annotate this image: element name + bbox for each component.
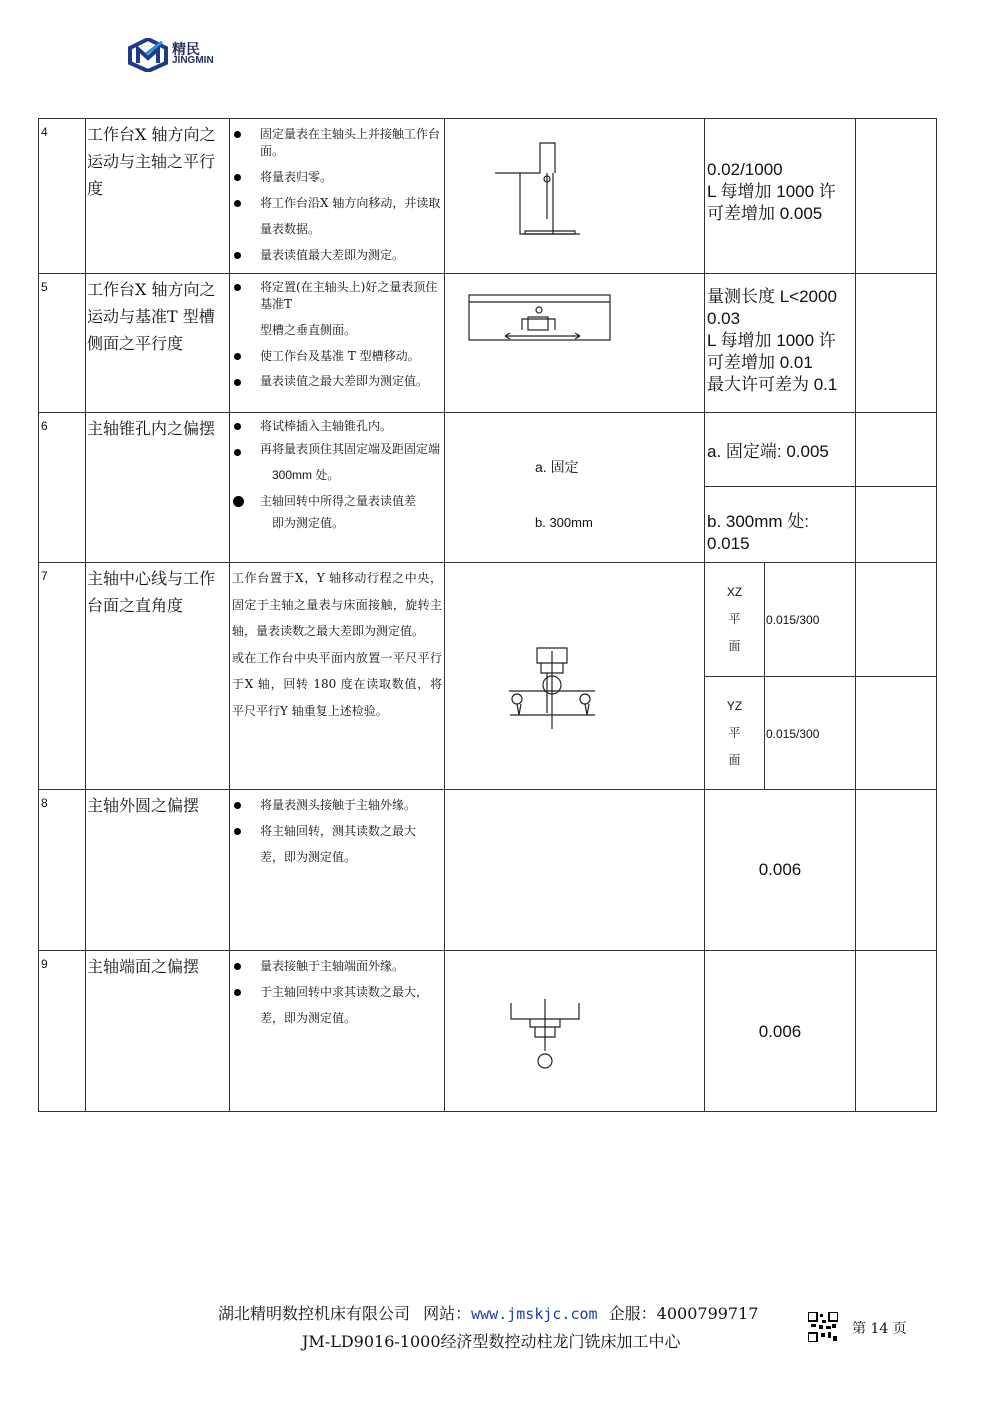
row-number: 7: [38, 562, 85, 789]
result-cell[interactable]: [855, 789, 937, 950]
footer-model: JM-LD9016-1000经济型数控动柱龙门铣床加工中心: [302, 1332, 681, 1351]
step: 量表读值之最大差即为测定值。: [230, 369, 444, 394]
footer-line-1: [218, 1301, 758, 1324]
steps-cell: [229, 273, 444, 412]
row-number: 5: [38, 273, 85, 412]
step: 300mm 处。: [272, 468, 340, 482]
result-cell[interactable]: [855, 486, 937, 562]
steps-cell: [229, 118, 444, 273]
row-number: 9: [38, 950, 85, 1112]
page-value: 14: [870, 1321, 889, 1337]
figure-cell: [444, 118, 704, 273]
step: 差，即为测定值。: [260, 1011, 357, 1025]
logo: [128, 38, 214, 72]
row-number: 6: [38, 412, 85, 562]
logo-icon: [128, 38, 168, 72]
step: 量表读值最大差即为测定。: [230, 242, 444, 268]
step: 主轴回转中所得之量表读值差: [230, 488, 444, 514]
plane-label: [704, 676, 764, 789]
steps-cell: [229, 412, 444, 562]
tolerance-line: 可差增加 0.005: [707, 204, 823, 223]
figure-cell: [444, 273, 704, 412]
tolerance-line: L 每增加 1000 许: [707, 331, 836, 350]
tolerance-line: 可差增加 0.01: [707, 353, 813, 372]
squareness-diagram: [445, 563, 705, 790]
tolerance-cell: [704, 118, 855, 273]
logo-en: JINGMIN: [172, 55, 214, 66]
tolerance-cell: 0.006: [704, 789, 855, 950]
tolerance-line: L 每增加 1000 许: [707, 182, 836, 201]
t-slot-diagram: [445, 274, 705, 413]
step: 于主轴回转中求其读数之最大，: [230, 979, 444, 1005]
plane-axis: XZ: [726, 585, 743, 599]
step: 使工作台及基准 T 型槽移动。: [230, 343, 444, 369]
tolerance-line: 0.015: [707, 534, 750, 553]
result-cell[interactable]: [855, 676, 937, 789]
step: 将主轴回转，测其读数之最大: [230, 818, 444, 844]
item-name: 主轴中心线与工作台面之直角度: [85, 562, 229, 789]
figure-label: b. 300mm: [535, 515, 593, 530]
step: 量表接触于主轴端面外缘。: [230, 953, 444, 979]
page-prefix: 第: [852, 1321, 866, 1337]
step: 将定置(在主轴头上)好之量表顶住基准T: [230, 274, 444, 317]
steps-cell: [229, 789, 444, 950]
step: 将试棒插入主轴锥孔内。: [230, 413, 444, 439]
plane-tolerance: 0.015/300: [764, 562, 855, 676]
plane-axis: YZ: [726, 698, 743, 713]
step: 或在工作台中央平面内放置一平尺平行于X 轴，回转 180 度在读取数值，将平尺平行Y 轴重复上述检验。: [232, 650, 442, 718]
steps-cell: [229, 562, 444, 789]
item-name: 主轴端面之偏摆: [85, 950, 229, 1112]
page-number: [852, 1318, 907, 1338]
plane-char: 面: [728, 639, 741, 653]
figure-cell: [444, 562, 704, 789]
site-label: 网站：: [423, 1304, 472, 1323]
row-number: 4: [38, 118, 85, 273]
result-cell[interactable]: [855, 118, 937, 273]
figure-label: a. 固定: [535, 459, 579, 475]
step: 差，即为测定值。: [260, 850, 357, 864]
page-suffix: 页: [892, 1321, 907, 1337]
step: 再将量表顶住其固定端及距固定端: [230, 439, 444, 462]
tolerance-cell: [704, 273, 855, 412]
qr-code-icon: [808, 1312, 838, 1342]
tolerance-line: 0.03: [707, 309, 741, 328]
plane-char: 面: [728, 752, 741, 767]
website-link[interactable]: www.jmskjc.com: [471, 1305, 598, 1323]
service-label: 企服：: [608, 1304, 657, 1323]
step: 型槽之垂直侧面。: [260, 323, 357, 337]
logo-cn: 精民: [172, 41, 200, 57]
plane-label: [704, 562, 764, 676]
tolerance-cell: a. 固定端: 0.005: [704, 412, 855, 486]
step: 固定量表在主轴头上并接触工作台面。: [230, 121, 444, 164]
tolerance-line: 最大许可差为 0.1: [707, 375, 838, 394]
tolerance-cell: 0.006: [704, 950, 855, 1112]
item-name: 工作台X 轴方向之运动与基准T 型槽侧面之平行度: [85, 273, 229, 412]
item-name: 工作台X 轴方向之运动与主轴之平行度: [85, 118, 229, 273]
row-number: 8: [38, 789, 85, 950]
tolerance-line: 量测长度 L<2000: [707, 287, 837, 306]
plane-char: 平: [728, 725, 741, 740]
step: 将工作台沿X 轴方向移动，并读取量表数据。: [230, 190, 444, 242]
step: 将量表测头接触于主轴外缘。: [230, 792, 444, 818]
spindle-face-diagram: [445, 951, 705, 1113]
figure-cell: [444, 950, 704, 1112]
service-phone: 4000799717: [656, 1304, 759, 1323]
item-name: 主轴锥孔内之偏摆: [85, 412, 229, 562]
item-name: 主轴外圆之偏摆: [85, 789, 229, 950]
figure-cell: [444, 789, 704, 950]
figure-cell: [444, 412, 704, 562]
result-cell[interactable]: [855, 273, 937, 412]
plane-char: 平: [728, 612, 741, 626]
plane-tolerance: 0.015/300: [764, 676, 855, 789]
tolerance-line: 0.02/1000: [707, 160, 783, 179]
result-cell[interactable]: [855, 412, 937, 486]
tolerance-line: b. 300mm 处:: [707, 512, 810, 531]
step: 将量表归零。: [230, 164, 444, 190]
parallelism-diagram: [445, 119, 705, 274]
company-name: 湖北精明数控机床有限公司: [218, 1304, 411, 1323]
step: 即为测定值。: [272, 516, 345, 530]
result-cell[interactable]: [855, 562, 937, 676]
steps-cell: [229, 950, 444, 1112]
step: 工作台置于X，Y 轴移动行程之中央，固定于主轴之量表与床面接触，旋转主轴，量表读数之最大差即为测定值。: [232, 571, 442, 638]
tolerance-cell: [704, 486, 855, 562]
result-cell[interactable]: [855, 950, 937, 1112]
